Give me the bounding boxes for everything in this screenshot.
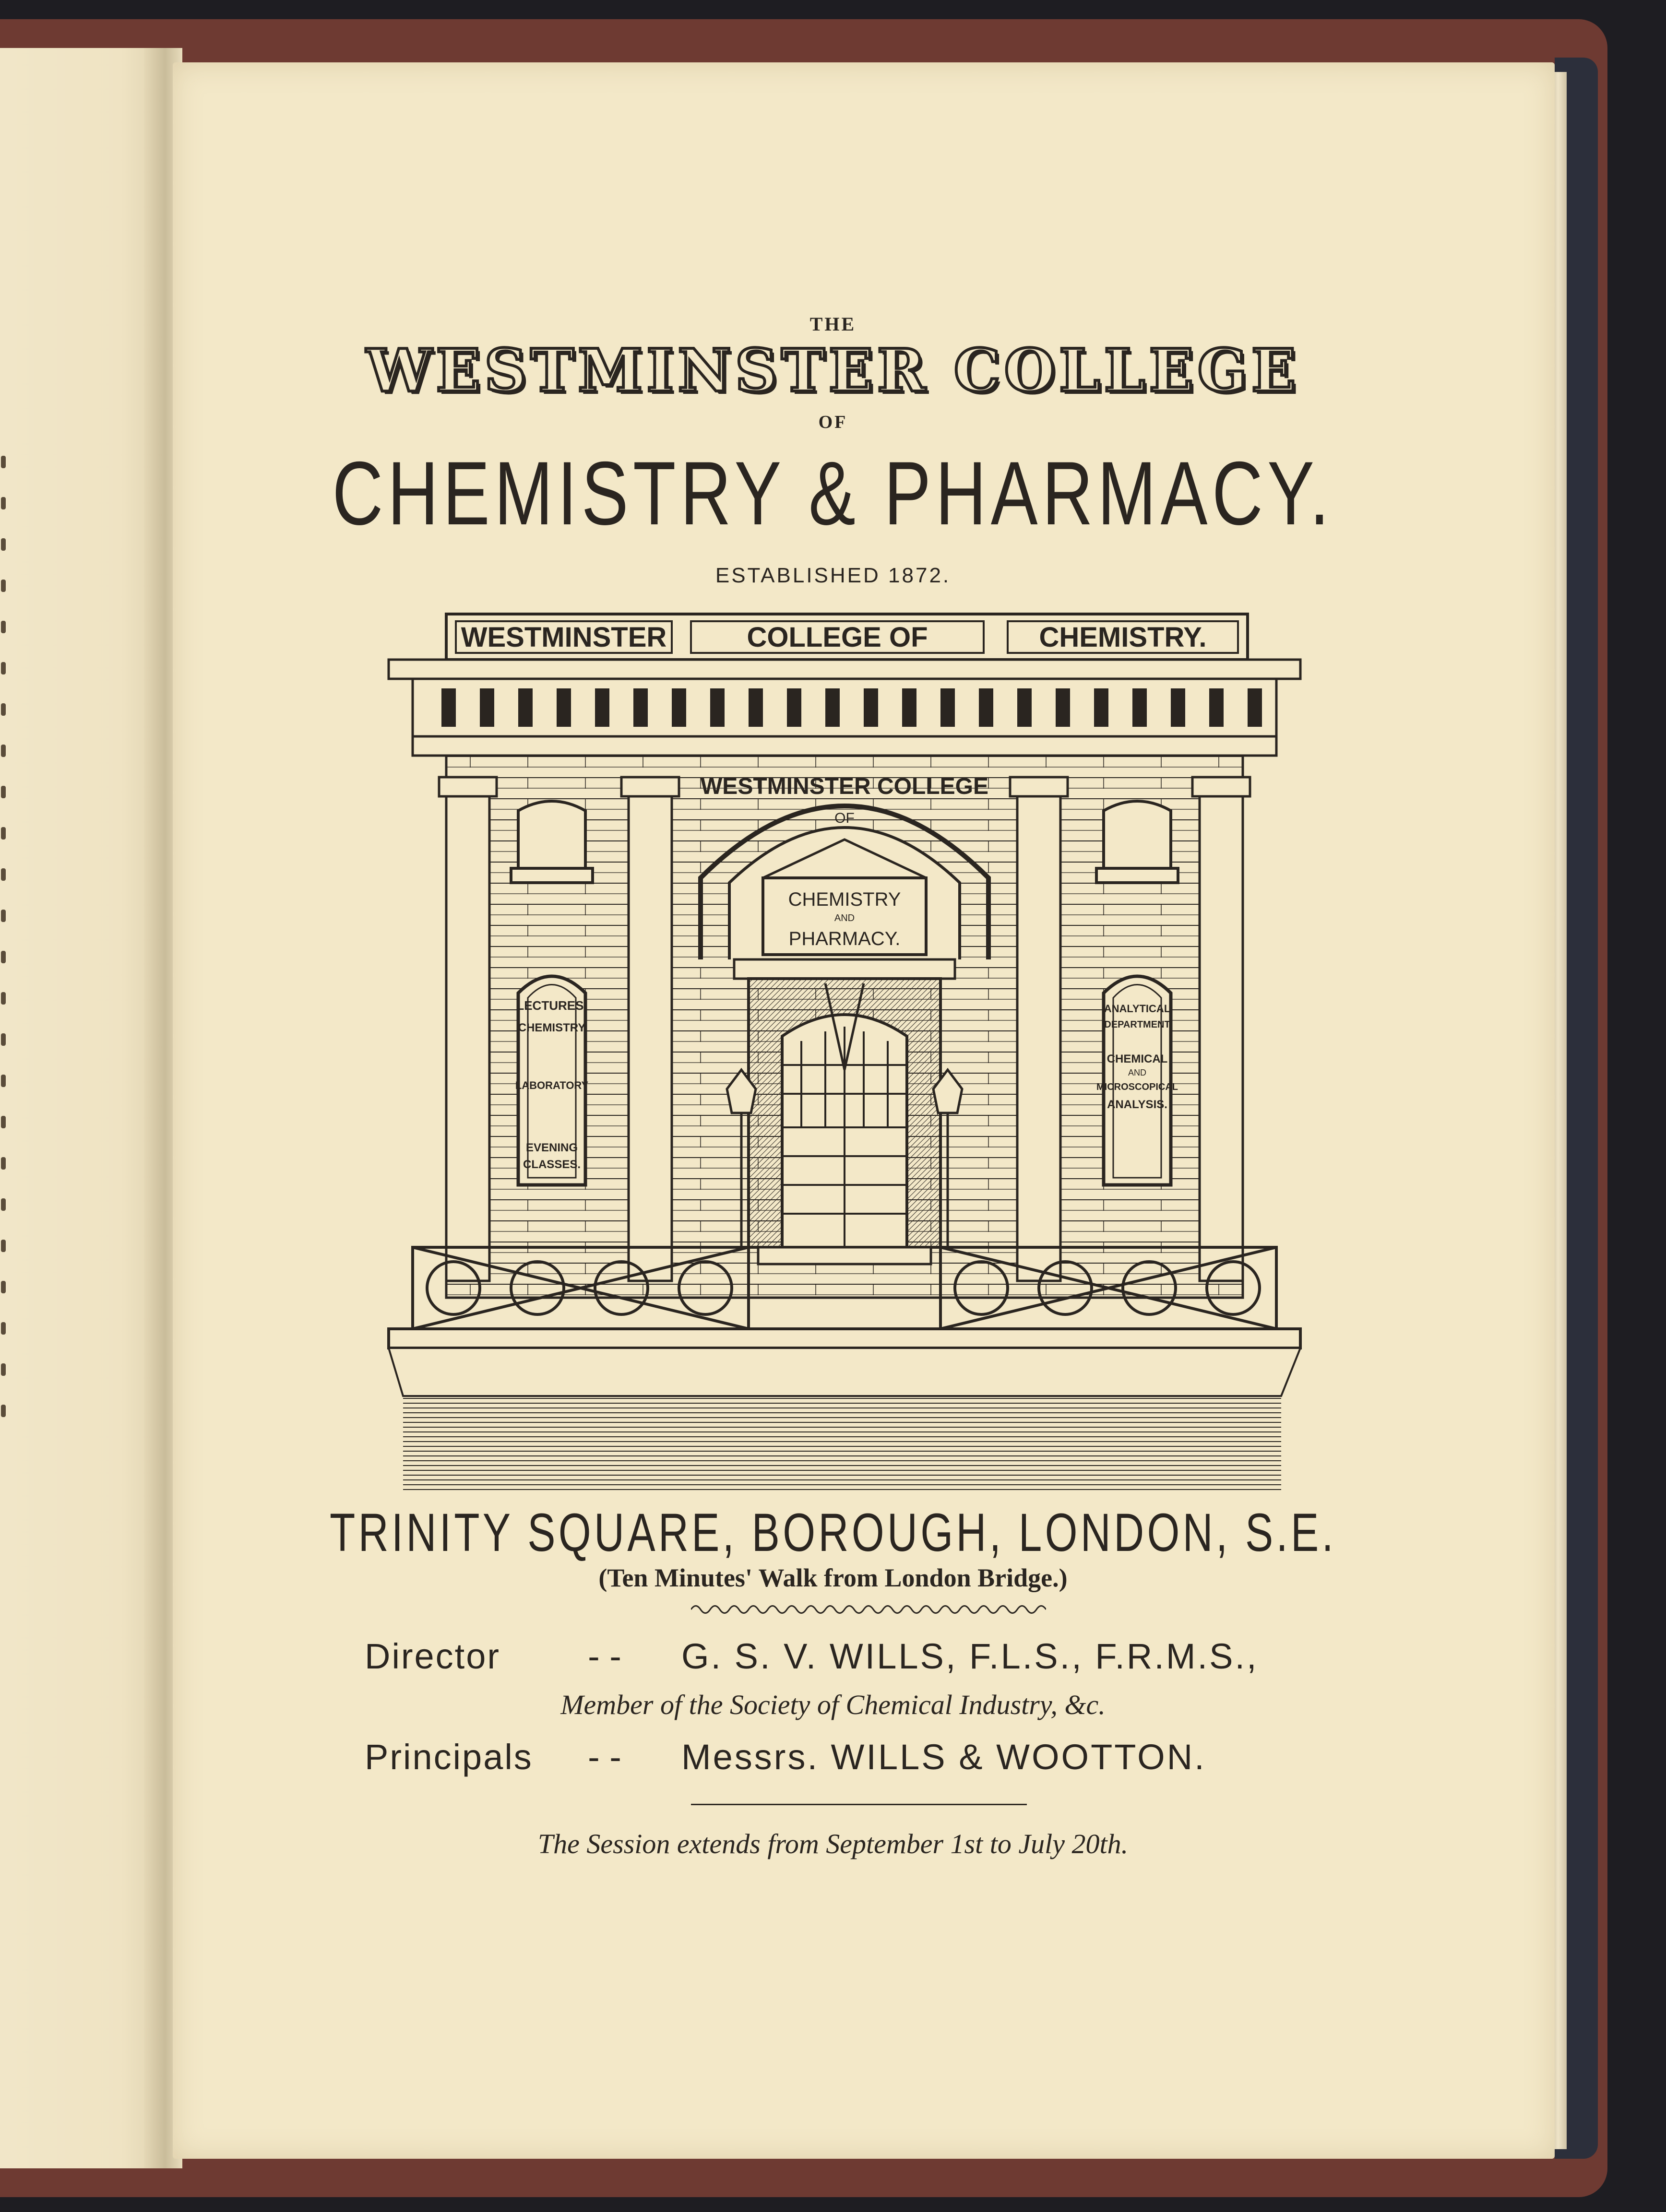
- right-window-line1: ANALYTICAL: [1104, 1003, 1171, 1015]
- college-name: WESTMINSTER COLLEGE: [366, 336, 1300, 405]
- fascia-center-text: COLLEGE OF: [747, 622, 928, 653]
- street-shading: [403, 1396, 1281, 1492]
- session-note: The Session extends from September 1st to July 20th.: [537, 1828, 1129, 1859]
- principals-role: Principals: [365, 1737, 533, 1777]
- right-window-line6: ANALYSIS.: [1107, 1098, 1167, 1111]
- doorway: [734, 959, 955, 1264]
- right-window-line3: CHEMICAL: [1107, 1053, 1168, 1065]
- left-window-line3: LABORATORY: [515, 1079, 589, 1091]
- pavement: [389, 1348, 1300, 1396]
- left-window-line4: EVENING: [525, 1141, 578, 1154]
- cornice: [389, 660, 1300, 756]
- arch-text: WESTMINSTER COLLEGE: [701, 774, 988, 799]
- director-membership: Member of the Society of Chemical Industry, &c.: [560, 1689, 1106, 1720]
- fascia-right-text: CHEMISTRY.: [1039, 622, 1207, 653]
- right-window-line2: DEPARTMENT: [1104, 1019, 1170, 1030]
- principals-line: [365, 1737, 1382, 1777]
- right-window-line5: MICROSCOPICAL: [1096, 1082, 1178, 1092]
- left-page-bleed-marks: [0, 456, 14, 1559]
- door-sign-line3: PHARMACY.: [788, 928, 901, 949]
- plinth: [389, 1329, 1300, 1348]
- director-dash: - -: [588, 1636, 621, 1676]
- subject-heading: CHEMISTRY & PHARMACY.: [332, 443, 1334, 544]
- fascia-left-text: WESTMINSTER: [461, 622, 667, 653]
- established-line: ESTABLISHED 1872.: [715, 564, 951, 587]
- door-sign-line2: AND: [834, 913, 855, 923]
- left-window-line2: CHEMISTRY: [518, 1021, 586, 1034]
- divider-rule: [691, 1804, 1027, 1805]
- principals-name: Messrs. WILLS & WOOTTON.: [681, 1737, 1206, 1777]
- title-of: OF: [818, 412, 848, 432]
- ornamental-squiggle: [691, 1602, 1046, 1617]
- director-name: G. S. V. WILLS, F.L.S., F.R.M.S.,: [681, 1636, 1259, 1676]
- right-window-line4: AND: [1128, 1068, 1147, 1077]
- director-role: Director: [365, 1636, 501, 1676]
- left-window-line5: CLASSES.: [523, 1158, 581, 1171]
- address-line: TRINITY SQUARE, BOROUGH, LONDON, S.E.: [329, 1502, 1337, 1562]
- left-window-line1: LECTURES.: [516, 998, 587, 1013]
- director-line: [365, 1636, 1382, 1677]
- door-sign-line1: CHEMISTRY: [788, 889, 901, 910]
- title-the: THE: [809, 313, 857, 335]
- principals-dash: - -: [588, 1737, 621, 1777]
- arch-of-text: OF: [834, 810, 855, 826]
- walk-note: (Ten Minutes' Walk from London Bridge.): [598, 1563, 1068, 1592]
- college-building-engraving: [384, 609, 1305, 1506]
